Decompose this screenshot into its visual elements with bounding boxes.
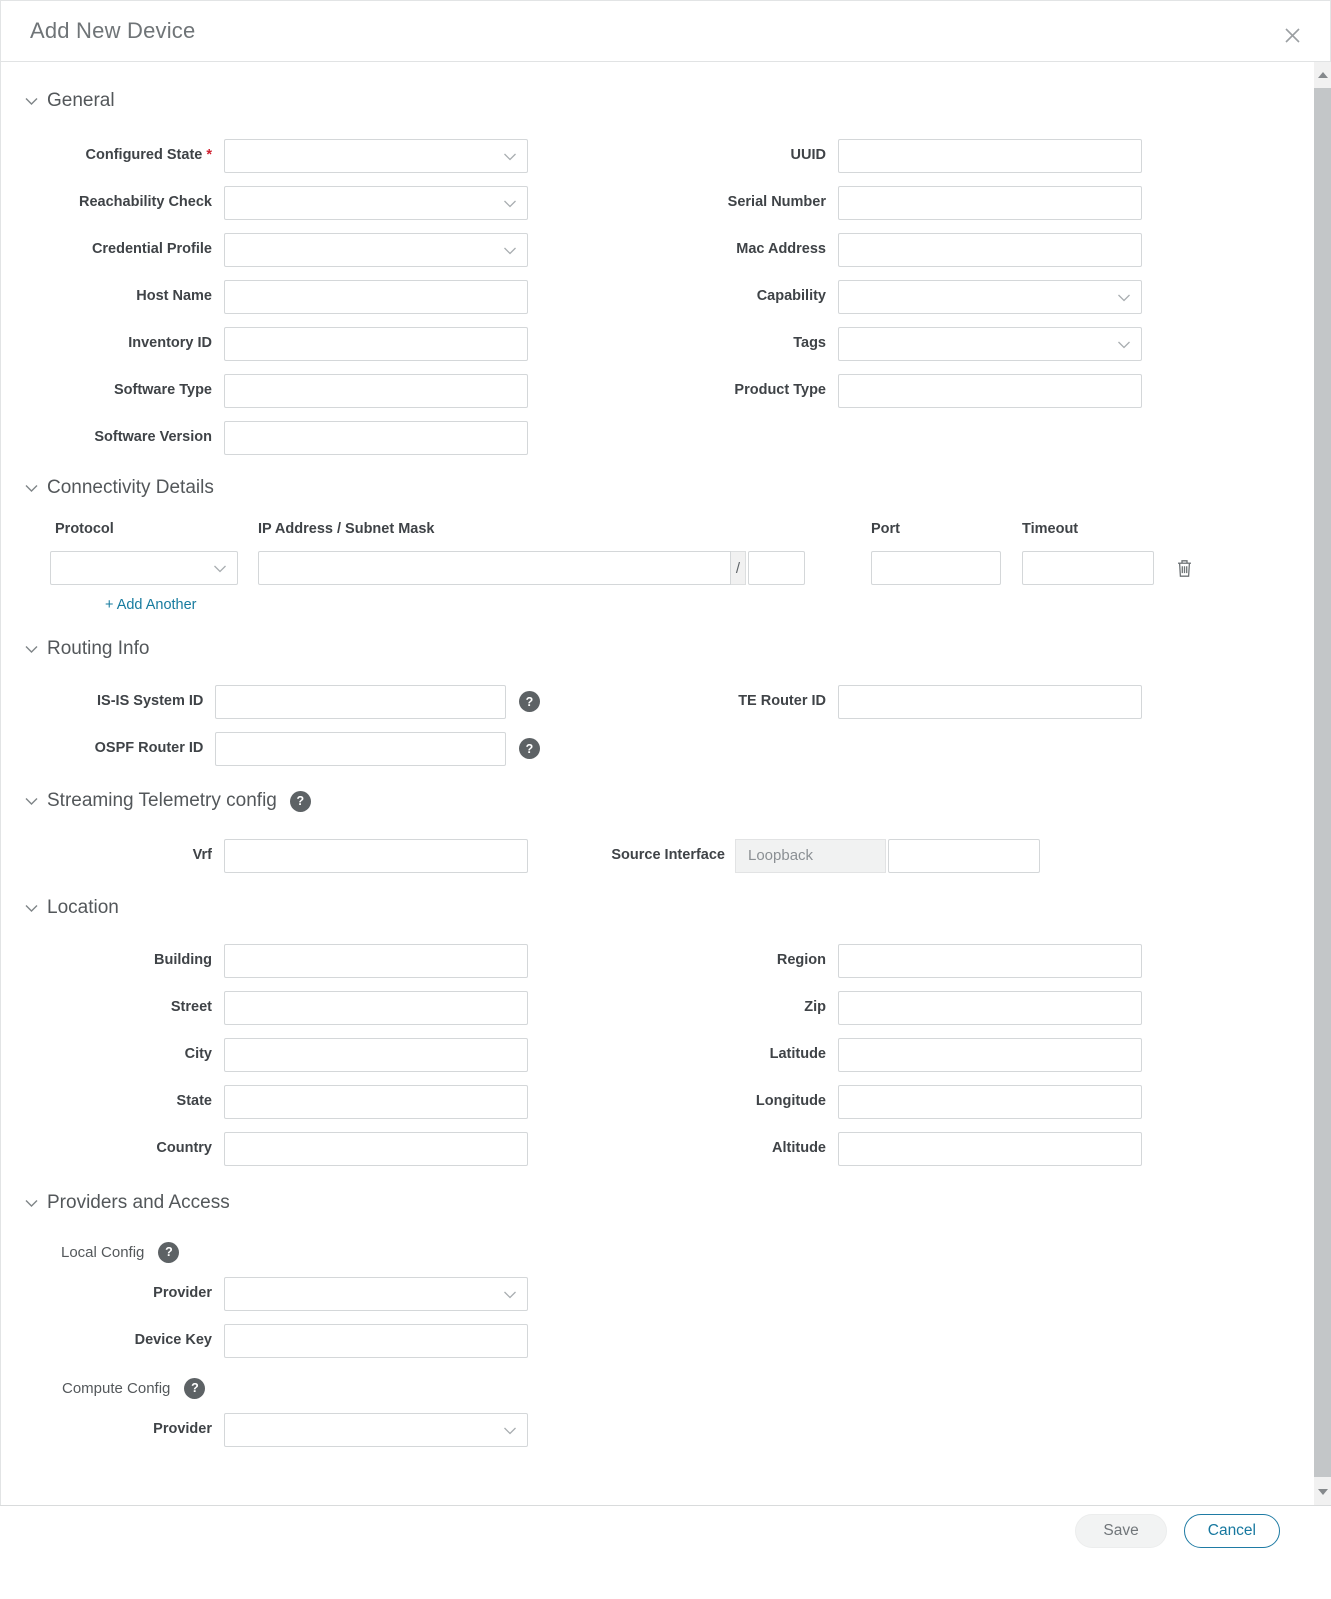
form-row	[642, 367, 1154, 414]
section-title-general: General	[47, 90, 115, 111]
field-label: UUID	[790, 147, 826, 164]
chevron-down-icon	[24, 483, 39, 493]
close-icon[interactable]	[1282, 25, 1303, 46]
location-fields	[28, 937, 1307, 1172]
scroll-down-button[interactable]	[1314, 1479, 1331, 1505]
uuid-input[interactable]	[838, 139, 1142, 173]
chevron-down-icon	[503, 247, 517, 255]
section-toggle-connectivity[interactable]	[24, 477, 1307, 499]
timeout-input[interactable]	[1022, 551, 1154, 585]
chevron-down-icon	[24, 903, 39, 913]
host-name-input[interactable]	[224, 280, 528, 314]
loopback-prefix: Loopback	[735, 839, 886, 873]
reachability-check-select[interactable]	[224, 186, 528, 220]
form-row	[642, 132, 1154, 179]
field-label: Zip	[804, 999, 826, 1016]
form-row	[28, 1317, 1307, 1364]
scrollbar-thumb[interactable]	[1314, 88, 1331, 1477]
column-header-protocol: Protocol	[55, 521, 114, 537]
region-input[interactable]	[838, 944, 1142, 978]
serial-number-input[interactable]	[838, 186, 1142, 220]
help-icon[interactable]: ?	[158, 1242, 179, 1263]
form-row	[28, 320, 540, 367]
dialog-body	[0, 62, 1307, 1505]
street-input[interactable]	[224, 991, 528, 1025]
inventory-id-input[interactable]	[224, 327, 528, 361]
form-row	[28, 937, 540, 984]
chevron-down-icon	[503, 153, 517, 161]
field-label: Mac Address	[736, 241, 826, 258]
form-row	[642, 984, 1154, 1031]
field-label: Software Version	[94, 429, 212, 446]
compute-provider-select[interactable]	[224, 1413, 528, 1447]
field-label: Provider	[153, 1421, 212, 1438]
section-title-location: Location	[47, 897, 119, 918]
section-title-telemetry: Streaming Telemetry config	[47, 790, 277, 811]
form-row	[28, 414, 540, 461]
form-row	[642, 678, 1154, 725]
cancel-button[interactable]: Cancel	[1184, 1514, 1280, 1548]
dialog-title: Add New Device	[30, 17, 196, 43]
field-label: Provider	[153, 1285, 212, 1302]
form-row	[28, 226, 540, 273]
ospf-router-id-input[interactable]	[215, 732, 506, 766]
port-input[interactable]	[871, 551, 1001, 585]
routing-fields	[28, 678, 1307, 772]
chevron-down-icon	[503, 1427, 517, 1435]
field-label: IS-IS System ID	[97, 693, 204, 710]
add-another-link[interactable]: + Add Another	[105, 597, 197, 613]
column-header-ip: IP Address / Subnet Mask	[258, 521, 435, 537]
form-row	[28, 984, 540, 1031]
section-toggle-telemetry[interactable]	[24, 790, 1307, 812]
field-label: Building	[154, 952, 212, 969]
field-label: OSPF Router ID	[94, 740, 204, 757]
section-toggle-location[interactable]	[24, 897, 1307, 919]
compute-config-fields	[28, 1406, 1307, 1453]
chevron-down-icon	[1117, 341, 1131, 349]
zip-input[interactable]	[838, 991, 1142, 1025]
country-input[interactable]	[224, 1132, 528, 1166]
chevron-down-icon	[503, 200, 517, 208]
tags-select[interactable]	[838, 327, 1142, 361]
scroll-up-button[interactable]	[1314, 62, 1331, 88]
compute-config-row	[62, 1376, 1307, 1400]
state-input[interactable]	[224, 1085, 528, 1119]
form-row	[642, 226, 1154, 273]
field-label: State	[176, 1093, 212, 1110]
chevron-down-icon	[24, 96, 39, 106]
local-config-label: Local Config	[61, 1243, 145, 1261]
field-label: Altitude	[772, 1140, 826, 1157]
form-row	[28, 725, 540, 772]
field-label: Configured State *	[85, 147, 212, 164]
field-label: Tags	[793, 335, 826, 352]
source-interface-input[interactable]	[888, 839, 1040, 873]
vrf-input[interactable]	[224, 839, 528, 873]
form-row	[28, 1406, 1307, 1453]
connectivity-row	[50, 551, 1307, 585]
field-label: Street	[170, 999, 212, 1016]
local-config-fields	[28, 1270, 1307, 1364]
form-row	[28, 132, 540, 179]
field-label: Credential Profile	[91, 241, 212, 258]
column-header-timeout: Timeout	[1022, 521, 1079, 537]
form-row	[642, 1125, 1154, 1172]
local-config-row	[61, 1240, 1307, 1264]
help-icon[interactable]: ?	[519, 738, 540, 759]
subnet-mask-input[interactable]	[748, 551, 805, 585]
device-key-input[interactable]	[224, 1324, 528, 1358]
capability-select[interactable]	[838, 280, 1142, 314]
section-toggle-routing[interactable]	[24, 638, 1307, 660]
dialog-header	[0, 0, 1331, 62]
dialog-footer	[0, 1505, 1331, 1599]
form-row	[642, 1078, 1154, 1125]
ip-address-input[interactable]	[258, 551, 731, 585]
mac-address-input[interactable]	[838, 233, 1142, 267]
field-label: Capability	[756, 288, 826, 305]
field-label: Host Name	[136, 288, 212, 305]
chevron-down-icon	[24, 644, 39, 654]
field-label: TE Router ID	[738, 693, 826, 710]
form-row	[28, 1078, 540, 1125]
field-label: Source Interface	[611, 847, 725, 864]
software-version-input[interactable]	[224, 421, 528, 455]
section-title-routing: Routing Info	[47, 638, 150, 659]
field-label: Device Key	[134, 1332, 212, 1349]
form-row	[642, 320, 1154, 367]
section-toggle-general[interactable]	[24, 90, 1307, 112]
chevron-down-icon	[503, 1291, 517, 1299]
compute-config-label: Compute Config	[62, 1379, 171, 1397]
field-label: Product Type	[734, 382, 826, 399]
triangle-up-icon	[1318, 72, 1328, 78]
latitude-input[interactable]	[838, 1038, 1142, 1072]
form-row	[642, 937, 1154, 984]
save-button[interactable]: Save	[1075, 1514, 1166, 1548]
scrollbar[interactable]	[1314, 62, 1331, 1505]
longitude-input[interactable]	[838, 1085, 1142, 1119]
section-toggle-providers[interactable]	[24, 1192, 1307, 1214]
help-icon[interactable]: ?	[184, 1378, 205, 1399]
software-type-input[interactable]	[224, 374, 528, 408]
form-row	[28, 273, 540, 320]
form-row	[28, 1125, 540, 1172]
isis-system-id-input[interactable]	[215, 685, 506, 719]
form-row	[642, 1031, 1154, 1078]
section-title-providers: Providers and Access	[47, 1192, 230, 1213]
field-label: Serial Number	[727, 194, 826, 211]
telemetry-row	[28, 832, 1307, 879]
form-row	[28, 179, 540, 226]
general-fields	[28, 132, 1307, 461]
field-label: Latitude	[769, 1046, 826, 1063]
product-type-input[interactable]	[838, 374, 1142, 408]
local-provider-select[interactable]	[224, 1277, 528, 1311]
connectivity-table	[50, 521, 1307, 614]
city-input[interactable]	[224, 1038, 528, 1072]
subnet-separator: /	[731, 551, 746, 585]
configured-state-select[interactable]	[224, 139, 528, 173]
form-row	[28, 1270, 1307, 1317]
credential-profile-select[interactable]	[224, 233, 528, 267]
help-icon[interactable]: ?	[290, 791, 311, 812]
section-title-connectivity: Connectivity Details	[47, 477, 214, 498]
altitude-input[interactable]	[838, 1132, 1142, 1166]
required-asterisk: *	[206, 147, 212, 164]
field-label: Vrf	[192, 847, 212, 864]
form-row	[642, 273, 1154, 320]
connectivity-column-headers	[50, 521, 1307, 537]
field-label: Country	[156, 1140, 212, 1157]
field-label: City	[184, 1046, 212, 1063]
form-row	[28, 678, 540, 725]
form-row	[28, 1031, 540, 1078]
protocol-select[interactable]	[50, 551, 238, 585]
ip-subnet-group	[258, 551, 805, 585]
field-label: Region	[776, 952, 826, 969]
chevron-down-icon	[24, 1198, 39, 1208]
triangle-down-icon	[1318, 1489, 1328, 1495]
field-label: Reachability Check	[79, 194, 212, 211]
field-label: Longitude	[755, 1093, 826, 1110]
form-row	[28, 367, 540, 414]
form-row	[642, 179, 1154, 226]
trash-icon[interactable]	[1175, 558, 1194, 579]
field-label: Inventory ID	[128, 335, 212, 352]
chevron-down-icon	[1117, 294, 1131, 302]
help-icon[interactable]: ?	[519, 691, 540, 712]
building-input[interactable]	[224, 944, 528, 978]
field-label: Software Type	[113, 382, 212, 399]
chevron-down-icon	[24, 796, 39, 806]
te-router-id-input[interactable]	[838, 685, 1142, 719]
column-header-port: Port	[871, 521, 900, 537]
chevron-down-icon	[213, 565, 227, 573]
